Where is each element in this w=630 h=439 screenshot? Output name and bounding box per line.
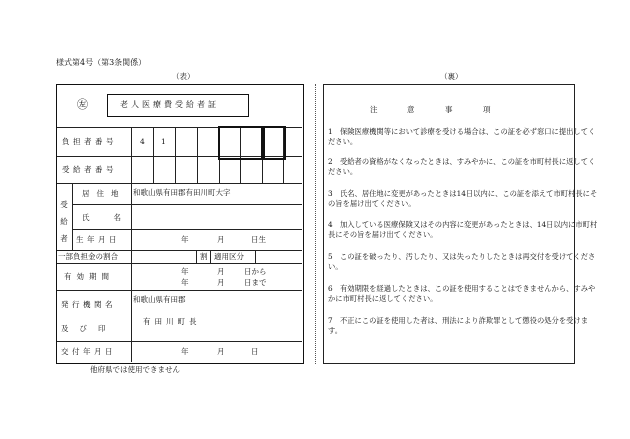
rule [57, 183, 302, 184]
note-item: 4 加入している医療保険又はその内容に変更があったときは、14日以内に市町村長にその旨を届け出てください。 [328, 220, 598, 239]
form-number: 様式第4号（第3条関係） [56, 58, 147, 67]
rule [72, 183, 73, 250]
copay-applicable-category: 適用区分 [214, 252, 244, 261]
back-side-label: （裏） [440, 72, 463, 81]
rule [57, 263, 302, 264]
rule [196, 250, 197, 263]
address-value: 和歌山県有田郡有田川町大字 [133, 188, 231, 197]
birth-year: 年 [181, 235, 189, 244]
rule [57, 250, 302, 251]
payer-digit-1: 4 [140, 137, 145, 146]
certificate-title: 老人医療費受給者証 [120, 100, 219, 109]
issuer-prefecture: 和歌山県有田郡 [133, 295, 186, 304]
note-item: 5 この証を破ったり、汚したり、又は失ったりしたときは再交付を受けてください。 [328, 252, 596, 271]
issuer-name-label: 発行機関名 [61, 300, 116, 309]
address-label: 居住地 [82, 189, 126, 198]
issue-month: 月 [217, 347, 225, 356]
notes-heading-2: 意 [407, 105, 415, 114]
valid-period-label: 有効期間 [64, 272, 114, 281]
copay-ratio-label: 一部負担金の割合 [58, 252, 118, 261]
birth-date-label: 生年月日 [76, 235, 120, 244]
valid-from-year: 年 [181, 267, 189, 276]
emblem-mark: ㊧ [77, 98, 88, 111]
note-item: 2 受給者の資格がなくなったときは、すみやかに、この証を市町村長に返してください。 [328, 157, 596, 176]
payer-number-label: 負担者番号 [62, 137, 117, 146]
front-side-label: （表） [172, 72, 195, 81]
rule [72, 204, 302, 205]
notes-heading-3: 事 [445, 105, 453, 114]
copay-unit: 割 [200, 252, 208, 261]
rule [153, 127, 154, 183]
issue-day: 日 [251, 347, 259, 356]
rule [175, 127, 176, 183]
valid-to-suffix: 日まで [244, 278, 267, 287]
valid-to-year: 年 [181, 278, 189, 287]
rule [210, 250, 211, 263]
valid-from-suffix: 日から [244, 267, 267, 276]
payer-check-box [218, 126, 265, 160]
note-item: 1 保険医療機関等において診療を受ける場合は、この証を必ず窓口に提出してください。 [328, 127, 596, 146]
note-item: 3 氏名、居住地に変更があったときは14日以内に、この証を添えて市町村長にその旨を届け出てください。 [328, 189, 598, 208]
note-item: 7 不正にこの証を使用した者は、刑法により詐欺罪として懲役の処分を受けます。 [328, 316, 589, 335]
rule [57, 341, 302, 342]
note-item: 6 有効期限を経過したときは、この証を使用することはできませんから、すみやかに市町村長に返してください。 [328, 284, 596, 303]
issue-date-label: 交付年月日 [61, 347, 116, 356]
recipient-number-label: 受給者番号 [62, 165, 117, 174]
rule [57, 290, 302, 291]
birth-day: 日生 [251, 235, 266, 244]
valid-to-month: 月 [217, 278, 225, 287]
payer-check-box [261, 126, 286, 160]
rule [72, 229, 302, 230]
fold-line [315, 84, 316, 364]
payer-digit-2: 1 [161, 137, 166, 146]
issuer-seal-label: 及び印 [61, 324, 117, 333]
rule [131, 127, 132, 362]
footer-note: 他府県では使用できません [90, 365, 180, 374]
notes-heading-4: 項 [483, 105, 491, 114]
name-label: 氏名 [82, 213, 145, 222]
issue-year: 年 [181, 347, 189, 356]
notes-heading-1: 注 [370, 105, 378, 114]
recipient-group-label: 受給者 [60, 200, 68, 243]
issuer-town-head: 有田川町長 [143, 317, 201, 326]
valid-from-month: 月 [217, 267, 225, 276]
rule [255, 250, 256, 263]
birth-month: 月 [217, 235, 225, 244]
rule [197, 127, 198, 183]
